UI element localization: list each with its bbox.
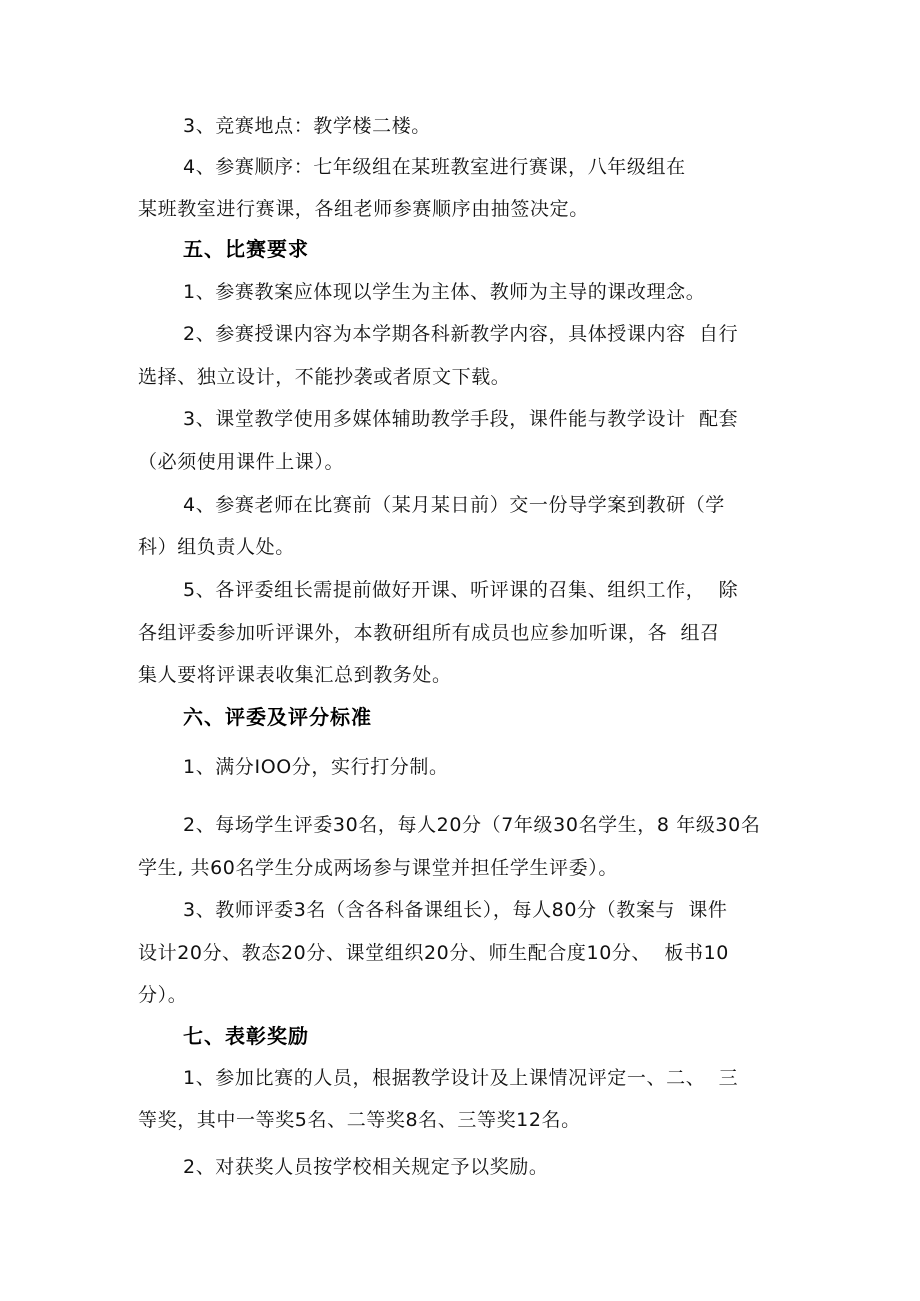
section-heading-7-awards: 七、表彰奖励 [183, 1024, 309, 1048]
award-2: 2、对获奖人员按学校相关规定予以奖励。 [183, 1156, 549, 1178]
award-1-line-2: 等奖，其中一等奖5名、二等奖8名、三等奖12名。 [138, 1109, 581, 1131]
requirement-2-line-1: 2、参赛授课内容为本学期各科新教学内容，具体授课内容 自行 [183, 323, 739, 345]
judging-2-line-2: 学生, 共60名学生分成两场参与课堂并担任学生评委）。 [138, 857, 618, 879]
item-3-venue: 3、竞赛地点：教学楼二楼。 [183, 115, 431, 137]
requirement-5-line-2: 各组评委参加听评课外，本教研组所有成员也应参加听课，各 组召 [138, 622, 720, 644]
judging-1: 1、满分IOO分，实行打分制。 [183, 756, 449, 778]
requirement-3-line-1: 3、课堂教学使用多媒体辅助教学手段，课件能与教学设计 配套 [183, 408, 739, 430]
section-heading-5-requirements: 五、比赛要求 [183, 237, 309, 261]
judging-2-line-1: 2、每场学生评委30名，每人20分（7年级30名学生，8 年级30名 [183, 814, 761, 836]
requirement-4-line-2: 科）组负责人处。 [138, 536, 295, 558]
judging-3-line-2: 设计20分、教态20分、课堂组织20分、师生配合度10分、 板书10 [138, 942, 729, 964]
judging-3-line-1: 3、教师评委3名（含各科备课组长），每人80分（教案与 课件 [183, 899, 728, 921]
requirement-5-line-3: 集人要将评课表收集汇总到教务处。 [138, 664, 452, 686]
item-4-order-line-2: 某班教室进行赛课，各组老师参赛顺序由抽签决定。 [138, 198, 589, 220]
requirement-5-line-1: 5、各评委组长需提前做好开课、听评课的召集、组织工作， 除 [183, 579, 739, 601]
requirement-3-line-2: （必须使用课件上课）。 [138, 451, 345, 473]
award-1-line-1: 1、参加比赛的人员，根据教学设计及上课情况评定一、二、 三 [183, 1067, 739, 1089]
judging-3-line-3: 分）。 [138, 984, 188, 1006]
requirement-4-line-1: 4、参赛老师在比赛前（某月某日前）交一份导学案到教研（学 [183, 494, 725, 516]
item-4-order-line-1: 4、参赛顺序：七年级组在某班教室进行赛课，八年级组在 [183, 156, 686, 178]
section-heading-6-judging: 六、评委及评分标准 [183, 705, 372, 729]
requirement-2-line-2: 选择、独立设计，不能抄袭或者原文下载。 [138, 366, 511, 388]
requirement-1: 1、参赛教案应体现以学生为主体、教师为主导的课改理念。 [183, 281, 706, 303]
